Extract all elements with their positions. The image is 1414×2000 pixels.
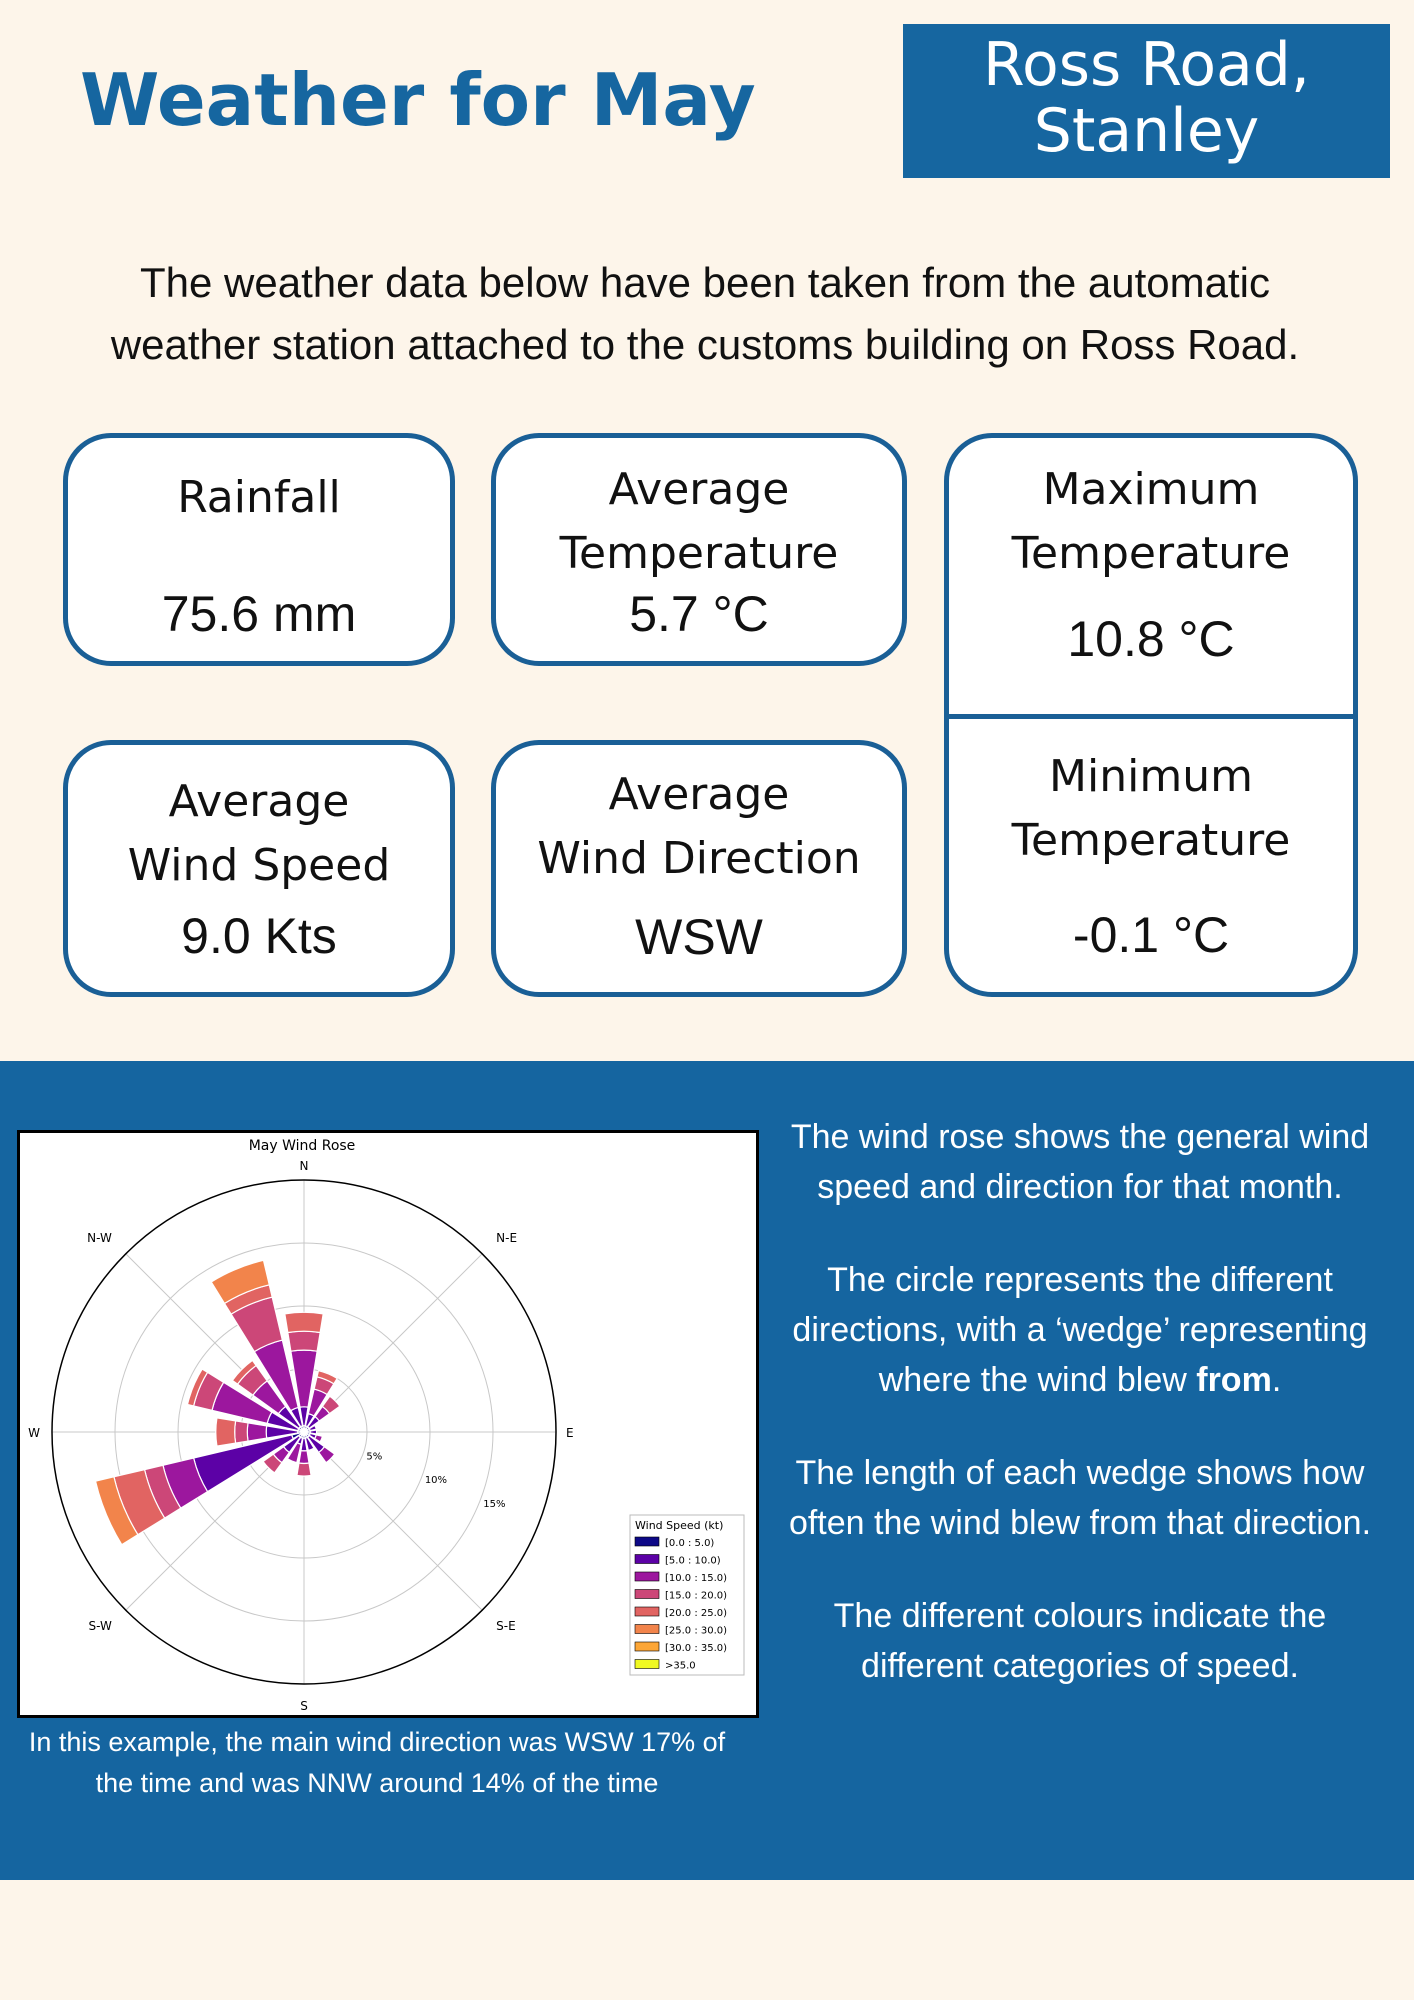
radial-tick-label: 15%: [483, 1498, 506, 1510]
average-wind-direction-value: WSW: [635, 909, 763, 965]
average-wind-direction-label: Average Wind Direction: [537, 769, 861, 884]
wind-rose-chart: [17, 1130, 759, 1718]
legend-swatch: [635, 1537, 659, 1546]
wedge-w-bin-4: [216, 1418, 236, 1446]
average-wind-speed-card: [63, 740, 455, 997]
direction-label-n-w: N-W: [87, 1230, 112, 1245]
legend-title: Wind Speed (kt): [635, 1519, 724, 1532]
explanation-p2-end: .: [1271, 1361, 1282, 1399]
minimum-temperature-value: -0.1 °C: [1072, 907, 1230, 963]
average-wind-speed-label: Average Wind Speed: [127, 776, 391, 891]
legend-swatch: [635, 1590, 659, 1599]
average-temperature-value: 5.7 °C: [629, 586, 769, 642]
intro-text: The weather data below have been taken from the automatic weather station attached to the customs building on Ross Road.: [110, 259, 1300, 368]
location-banner: [903, 24, 1390, 178]
chart-title: May Wind Rose: [248, 1138, 356, 1154]
card-divider: [949, 714, 1353, 719]
wedge-n-bin-3: [288, 1331, 320, 1351]
legend-entry: [5.0 : 10.0): [665, 1555, 721, 1567]
wedge-s-bin-2: [299, 1451, 309, 1464]
explanation-p2-bold: from: [1196, 1361, 1272, 1399]
legend-swatch: [635, 1660, 659, 1669]
average-temperature-card: [491, 433, 907, 666]
average-wind-direction-card: [491, 740, 907, 997]
legend-entry: [20.0 : 25.0): [665, 1608, 728, 1619]
explanation-paragraph-1: The wind rose shows the general wind speed and direction for that month.: [790, 1118, 1370, 1206]
legend-swatch: [635, 1642, 659, 1651]
temperature-extremes-card: [944, 433, 1358, 997]
explanation-paragraph-4: The different colours indicate the different categories of speed.: [833, 1597, 1327, 1685]
direction-label-s-e: S-E: [496, 1619, 516, 1634]
legend-entry: [0.0 : 5.0): [665, 1538, 715, 1549]
wind-rose-svg: [20, 1133, 756, 1715]
legend-swatch: [635, 1572, 659, 1581]
average-wind-speed-value: 9.0 Kts: [181, 908, 337, 964]
wedge-w-bin-2: [247, 1423, 266, 1441]
direction-label-w: W: [28, 1426, 40, 1440]
chart-caption: In this example, the main wind direction was WSW 17% of the time and was NNW around 14% of the time: [28, 1727, 726, 1798]
rainfall-label: Rainfall: [177, 472, 341, 523]
average-temperature-label: Average Temperature: [559, 464, 839, 579]
location-line-1: Ross Road,: [983, 30, 1310, 100]
legend-entry: [25.0 : 30.0): [665, 1625, 728, 1637]
minimum-temperature-label: Minimum Temperature: [1011, 751, 1291, 866]
page-title: Weather for May: [80, 58, 756, 142]
wedge-s-bin-3: [297, 1463, 311, 1476]
legend-entry: [30.0 : 35.0): [665, 1643, 728, 1654]
explanation-paragraph-2: [770, 1255, 1390, 1405]
legend-entry: >35.0: [665, 1660, 696, 1672]
legend-swatch: [635, 1607, 659, 1616]
legend-entry: [10.0 : 15.0): [665, 1573, 728, 1584]
direction-label-n-e: N-E: [496, 1230, 518, 1245]
legend-swatch: [635, 1555, 659, 1564]
maximum-temperature-value: 10.8 °C: [1067, 611, 1235, 667]
direction-label-e: E: [566, 1426, 574, 1440]
direction-label-s-w: S-W: [88, 1619, 112, 1634]
rainfall-card: [63, 433, 455, 666]
legend-entry: [15.0 : 20.0): [665, 1590, 728, 1602]
wedge-n-bin-4: [285, 1312, 323, 1332]
explanation-text: [770, 1112, 1390, 1734]
direction-label-n: N: [299, 1159, 309, 1173]
explanation-p2-text: The circle represents the different directions, with a ‘wedge’ representing where the wind blew: [792, 1261, 1368, 1399]
rainfall-value: 75.6 mm: [161, 586, 357, 642]
radial-tick-label: 10%: [424, 1475, 448, 1487]
wedge-w-bin-3: [235, 1421, 248, 1443]
radial-tick-label: 5%: [366, 1451, 383, 1463]
explanation-paragraph-3: The length of each wedge shows how often the wind blew from that direction.: [788, 1454, 1372, 1542]
maximum-temperature-label: Maximum Temperature: [1011, 464, 1291, 579]
legend-swatch: [635, 1625, 659, 1634]
location-line-2: Stanley: [1033, 96, 1260, 166]
direction-label-s: S: [300, 1699, 308, 1713]
